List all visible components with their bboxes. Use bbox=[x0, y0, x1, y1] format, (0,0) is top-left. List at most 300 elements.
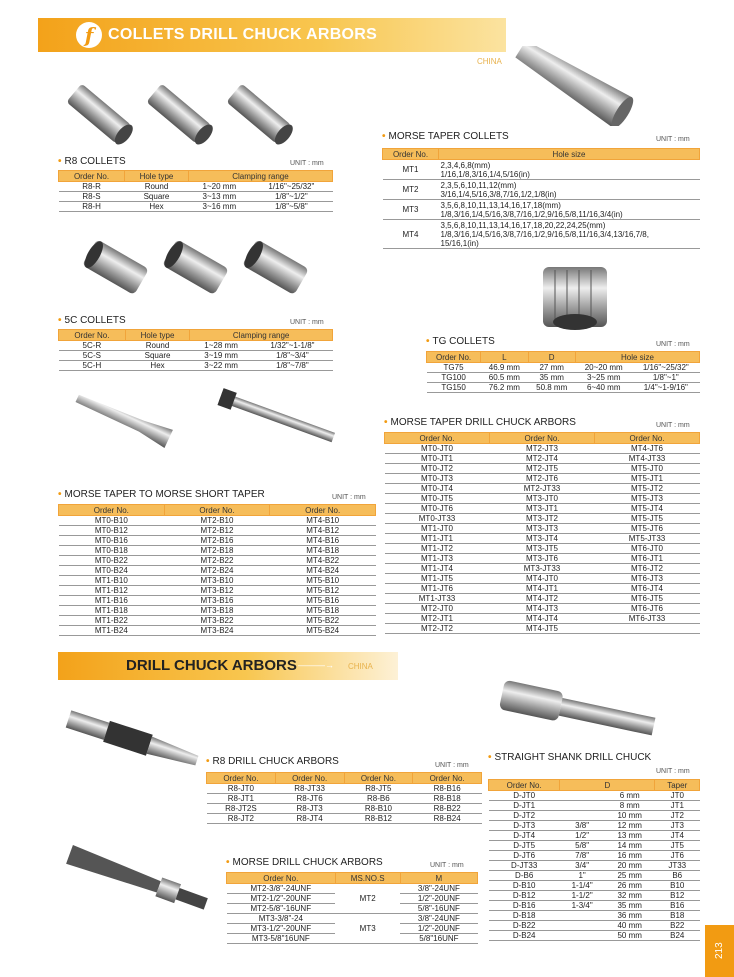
r8-collets-image bbox=[62, 72, 302, 160]
straight-shank-image bbox=[495, 672, 665, 752]
table-row: TG100 60.5 mm 35 mm 3~25 mm 1/8"~1" bbox=[427, 373, 700, 383]
table-cell: D-JT2 bbox=[489, 811, 560, 821]
table-cell: MT0-B24 bbox=[59, 566, 165, 576]
straight-shank-heading: • STRAIGHT SHANK DRILL CHUCK bbox=[488, 752, 652, 763]
table-row bbox=[385, 514, 700, 524]
table-cell: D-B16 bbox=[489, 901, 560, 911]
table-cell: 7/8" bbox=[560, 851, 605, 861]
table-row: MT3-1/2"-20UNF 1/2"-20UNF bbox=[227, 924, 478, 934]
table-header: L bbox=[481, 352, 528, 363]
table-cell: MT6-JT5 bbox=[595, 594, 700, 604]
table-row bbox=[489, 791, 700, 801]
table-cell: MT3-B24 bbox=[164, 626, 270, 636]
table-cell: MT1-B18 bbox=[59, 606, 165, 616]
table-row bbox=[385, 454, 700, 464]
table-cell: MT6-JT2 bbox=[595, 564, 700, 574]
table-cell: D-B12 bbox=[489, 891, 560, 901]
table-cell: D-B24 bbox=[489, 931, 560, 941]
table-cell: R8-B16 bbox=[413, 784, 482, 794]
table-header: Order No. bbox=[344, 773, 413, 784]
table-cell: MT1-JT2 bbox=[385, 544, 490, 554]
table-cell: MT4-JT33 bbox=[595, 454, 700, 464]
table-cell: MT3-JT3 bbox=[490, 524, 595, 534]
table-header: Clamping range bbox=[190, 330, 333, 341]
table-cell: B12 bbox=[655, 891, 700, 901]
table-row: R8-R Round 1~20 mm 1/16"~25/32" bbox=[59, 182, 333, 192]
table-cell: MT0-B18 bbox=[59, 546, 165, 556]
table-cell bbox=[560, 801, 605, 811]
table-header: Order No. bbox=[490, 433, 595, 444]
table-cell: 26 mm bbox=[604, 881, 655, 891]
table-cell: MT1-JT6 bbox=[385, 584, 490, 594]
5c-collets-heading: • 5C COLLETS bbox=[58, 315, 126, 326]
table-cell: MT2-JT0 bbox=[385, 604, 490, 614]
table-cell: D-B6 bbox=[489, 871, 560, 881]
table-row bbox=[489, 911, 700, 921]
table-cell: MT2-B24 bbox=[164, 566, 270, 576]
table-cell bbox=[560, 791, 605, 801]
table-cell: MT0-B10 bbox=[59, 516, 165, 526]
table-row bbox=[59, 576, 376, 586]
table-cell: MT4-JT4 bbox=[490, 614, 595, 624]
table-cell: D-B18 bbox=[489, 911, 560, 921]
table-cell: MT4-JT2 bbox=[490, 594, 595, 604]
table-header: Order No. bbox=[383, 149, 439, 160]
table-row bbox=[385, 594, 700, 604]
table-row bbox=[59, 536, 376, 546]
tg-collets-unit: UNIT : mm bbox=[656, 341, 690, 348]
table-cell: MT6-JT4 bbox=[595, 584, 700, 594]
table-cell: MT3-B22 bbox=[164, 616, 270, 626]
table-row: MT2-3/8"-24UNF MT2 3/8"-24UNF bbox=[227, 884, 478, 894]
table-cell: MT3-JT6 bbox=[490, 554, 595, 564]
table-cell: MT5-JT0 bbox=[595, 464, 700, 474]
mt-short-taper-image bbox=[70, 385, 370, 485]
table-cell: JT0 bbox=[655, 791, 700, 801]
table-row bbox=[207, 784, 482, 794]
table-row: MT2-5/8"-16UNF 5/8"-16UNF bbox=[227, 904, 478, 914]
table-cell: 3/8" bbox=[560, 821, 605, 831]
table-row bbox=[385, 444, 700, 454]
table-row: TG150 76.2 mm 50.8 mm 6~40 mm 1/4"~1-9/16" bbox=[427, 383, 700, 393]
table-cell: MT2-B10 bbox=[164, 516, 270, 526]
table-cell: MT0-JT33 bbox=[385, 514, 490, 524]
r8-drill-chuck-arbors-heading: • R8 DRILL CHUCK ARBORS bbox=[206, 756, 339, 767]
table-header: Order No. bbox=[164, 505, 270, 516]
table-cell: MT1-JT0 bbox=[385, 524, 490, 534]
table-cell: B24 bbox=[655, 931, 700, 941]
table-cell: MT6-JT0 bbox=[595, 544, 700, 554]
straight-shank-unit: UNIT : mm bbox=[656, 768, 690, 775]
table-cell: R8-B6 bbox=[344, 794, 413, 804]
table-row: MT1 2,3,4,6,8(mm) 1/16,1/8,3/16,1/4,5/16(in) bbox=[383, 160, 700, 180]
table-header: Order No. bbox=[413, 773, 482, 784]
drill-chuck-arbors-banner bbox=[58, 652, 398, 680]
table-cell bbox=[560, 921, 605, 931]
table-cell: MT5-JT33 bbox=[595, 534, 700, 544]
table-header: Order No. bbox=[275, 773, 344, 784]
table-cell: D-JT3 bbox=[489, 821, 560, 831]
table-cell: MT4-B10 bbox=[270, 516, 376, 526]
table-row bbox=[489, 801, 700, 811]
table-row bbox=[385, 464, 700, 474]
table-cell: R8-JT0 bbox=[207, 784, 276, 794]
table-cell: R8-JT2 bbox=[207, 814, 276, 824]
table-row bbox=[489, 891, 700, 901]
table-header: D bbox=[528, 352, 575, 363]
table-cell: MT5-JT5 bbox=[595, 514, 700, 524]
table-cell: MT2-B12 bbox=[164, 526, 270, 536]
table-row bbox=[385, 574, 700, 584]
tg-collets-heading: • TG COLLETS bbox=[426, 336, 495, 347]
table-cell: JT2 bbox=[655, 811, 700, 821]
table-cell: D-JT5 bbox=[489, 841, 560, 851]
table-cell: MT3-B10 bbox=[164, 576, 270, 586]
table-cell: MT0-B12 bbox=[59, 526, 165, 536]
table-header: Hole type bbox=[125, 330, 190, 341]
table-cell: 16 mm bbox=[604, 851, 655, 861]
table-row bbox=[489, 811, 700, 821]
table-header: Order No. bbox=[207, 773, 276, 784]
table-row: R8-H Hex 3~16 mm 1/8"~5/8" bbox=[59, 202, 333, 212]
arrow-icon: ———→ bbox=[298, 660, 334, 670]
table-cell: MT1-JT33 bbox=[385, 594, 490, 604]
table-cell bbox=[560, 811, 605, 821]
r8-collets-table bbox=[58, 170, 333, 212]
table-cell: MT1-B12 bbox=[59, 586, 165, 596]
table-cell: MT6-JT6 bbox=[595, 604, 700, 614]
morse-drill-chuck-arbors-table bbox=[226, 872, 478, 944]
5c-collets-table bbox=[58, 329, 333, 371]
table-row bbox=[489, 931, 700, 941]
r8-arbor-image bbox=[60, 700, 210, 780]
mt-short-taper-heading: • MORSE TAPER TO MORSE SHORT TAPER bbox=[58, 489, 265, 500]
table-row: R8-S Square 3~13 mm 1/8"~1/2" bbox=[59, 192, 333, 202]
table-cell: MT3-JT4 bbox=[490, 534, 595, 544]
table-cell: 40 mm bbox=[604, 921, 655, 931]
table-header: Order No. bbox=[270, 505, 376, 516]
table-cell: MT4-JT1 bbox=[490, 584, 595, 594]
table-cell: MT5-B12 bbox=[270, 586, 376, 596]
table-cell: B10 bbox=[655, 881, 700, 891]
table-cell: R8-B12 bbox=[344, 814, 413, 824]
table-cell: MT0-JT5 bbox=[385, 494, 490, 504]
table-row: MT3 3,5,6,8,10,11,13,14,16,17,18(mm) 1/8,3/16,1/4,5/16,3/8,7/16,1/2,9/16,5/8,11/16,3/4(in) bbox=[383, 200, 700, 220]
table-cell: 32 mm bbox=[604, 891, 655, 901]
table-cell: MT4-B12 bbox=[270, 526, 376, 536]
table-cell: 5/8" bbox=[560, 841, 605, 851]
table-cell: B22 bbox=[655, 921, 700, 931]
table-cell: MT2-JT33 bbox=[490, 484, 595, 494]
table-cell: 6 mm bbox=[604, 791, 655, 801]
mt-drill-chuck-arbors-unit: UNIT : mm bbox=[656, 422, 690, 429]
table-row: 5C-S Square 3~19 mm 1/8"~3/4" bbox=[59, 351, 333, 361]
table-cell: MT4-JT5 bbox=[490, 624, 595, 634]
table-cell: 14 mm bbox=[604, 841, 655, 851]
table-row: 5C-R Round 1~28 mm 1/32"~1-1/8" bbox=[59, 341, 333, 351]
r8-drill-chuck-arbors-table bbox=[206, 772, 482, 824]
table-header: M bbox=[400, 873, 477, 884]
table-header: Hole size bbox=[575, 352, 699, 363]
table-cell: MT5-JT6 bbox=[595, 524, 700, 534]
table-cell: B16 bbox=[655, 901, 700, 911]
table-cell: MT0-B22 bbox=[59, 556, 165, 566]
table-row: MT3-3/8"-24 MT3 3/8"-24UNF bbox=[227, 914, 478, 924]
table-row bbox=[59, 626, 376, 636]
table-cell: MT0-JT4 bbox=[385, 484, 490, 494]
table-row: MT4 3,5,6,8,10,11,13,14,16,17,18,20,22,24,25(mm) 1/8,3/16,1/4,5/16,3/8,7/16,1/2,9/16,5/8,11/16,3/4,13/16,7/8, 15/16,1(in) bbox=[383, 220, 700, 249]
table-cell bbox=[560, 931, 605, 941]
brand-logo: f bbox=[76, 22, 102, 48]
tg-collet-image bbox=[535, 262, 615, 337]
table-row bbox=[385, 554, 700, 564]
page-number: 213 bbox=[705, 925, 734, 977]
table-cell: MT0-B16 bbox=[59, 536, 165, 546]
table-cell: R8-B22 bbox=[413, 804, 482, 814]
table-row: TG75 46.9 mm 27 mm 20~20 mm 1/16"~25/32" bbox=[427, 363, 700, 373]
table-cell: MT1-B22 bbox=[59, 616, 165, 626]
table-cell: MT3-JT1 bbox=[490, 504, 595, 514]
morse-arbor-image bbox=[60, 840, 220, 920]
top-banner bbox=[38, 18, 506, 52]
table-cell: R8-B24 bbox=[413, 814, 482, 824]
table-cell: 20 mm bbox=[604, 861, 655, 871]
table-row bbox=[385, 564, 700, 574]
table-cell: R8-B10 bbox=[344, 804, 413, 814]
table-cell: MT3-JT0 bbox=[490, 494, 595, 504]
table-row bbox=[385, 474, 700, 484]
morse-taper-collet-image bbox=[510, 46, 650, 126]
table-cell: MT5-B18 bbox=[270, 606, 376, 616]
table-row bbox=[489, 841, 700, 851]
table-cell: D-JT0 bbox=[489, 791, 560, 801]
table-row: MT2-1/2"-20UNF 1/2"-20UNF bbox=[227, 894, 478, 904]
china-label: CHINA bbox=[348, 662, 373, 671]
table-cell: MT3-JT33 bbox=[490, 564, 595, 574]
table-cell: MT1-JT1 bbox=[385, 534, 490, 544]
table-header: Order No. bbox=[227, 873, 336, 884]
table-cell bbox=[560, 911, 605, 921]
table-cell: MT0-JT0 bbox=[385, 444, 490, 454]
mt-short-taper-unit: UNIT : mm bbox=[332, 494, 366, 501]
table-row bbox=[385, 494, 700, 504]
table-cell: MT2-JT3 bbox=[490, 444, 595, 454]
table-header: Order No. bbox=[595, 433, 700, 444]
table-cell: MT2-B22 bbox=[164, 556, 270, 566]
table-row bbox=[59, 546, 376, 556]
table-cell: 1/2" bbox=[560, 831, 605, 841]
table-cell: MT2-JT5 bbox=[490, 464, 595, 474]
table-header: Order No. bbox=[59, 330, 126, 341]
table-cell: MT5-B16 bbox=[270, 596, 376, 606]
table-cell: MT4-JT3 bbox=[490, 604, 595, 614]
table-row bbox=[59, 606, 376, 616]
table-cell: MT6-JT1 bbox=[595, 554, 700, 564]
tg-collets-table bbox=[426, 351, 700, 393]
table-cell: MT5-JT1 bbox=[595, 474, 700, 484]
table-cell: MT0-JT6 bbox=[385, 504, 490, 514]
table-cell: MT3-JT5 bbox=[490, 544, 595, 554]
table-cell: MT0-JT1 bbox=[385, 454, 490, 464]
table-cell: MT1-JT4 bbox=[385, 564, 490, 574]
table-row bbox=[59, 586, 376, 596]
table-row bbox=[385, 504, 700, 514]
table-cell: MT2-JT2 bbox=[385, 624, 490, 634]
table-cell: 12 mm bbox=[604, 821, 655, 831]
table-cell: JT3 bbox=[655, 821, 700, 831]
table-cell: 3/4" bbox=[560, 861, 605, 871]
table-header: Order No. bbox=[59, 505, 165, 516]
table-cell: 35 mm bbox=[604, 901, 655, 911]
table-cell: 8 mm bbox=[604, 801, 655, 811]
table-header: Taper bbox=[655, 780, 700, 791]
mt-drill-chuck-arbors-heading: • MORSE TAPER DRILL CHUCK ARBORS bbox=[384, 417, 576, 428]
table-row bbox=[489, 821, 700, 831]
table-row: MT2 2,3,5,6,10,11,12(mm) 3/16,1/4,5/16,3/8,7/16,1/2,1/8(in) bbox=[383, 180, 700, 200]
table-row: MT3-5/8"16UNF 5/8"16UNF bbox=[227, 934, 478, 944]
r8-drill-chuck-arbors-unit: UNIT : mm bbox=[435, 762, 469, 769]
table-cell: MT4-B16 bbox=[270, 536, 376, 546]
table-cell: MT5-B10 bbox=[270, 576, 376, 586]
table-row bbox=[489, 871, 700, 881]
table-cell: D-JT6 bbox=[489, 851, 560, 861]
table-header: Order No. bbox=[59, 171, 125, 182]
mt-short-taper-table bbox=[58, 504, 376, 636]
table-row bbox=[385, 614, 700, 624]
table-cell: MT4-B22 bbox=[270, 556, 376, 566]
r8-collets-unit: UNIT : mm bbox=[290, 160, 324, 167]
table-cell: MT4-B18 bbox=[270, 546, 376, 556]
table-cell: MT2-JT1 bbox=[385, 614, 490, 624]
5c-collets-image bbox=[80, 228, 320, 308]
table-cell: MT3-JT2 bbox=[490, 514, 595, 524]
table-row bbox=[207, 814, 482, 824]
table-cell: MT1-B10 bbox=[59, 576, 165, 586]
table-header: Hole size bbox=[439, 149, 700, 160]
table-cell: JT1 bbox=[655, 801, 700, 811]
table-header: Order No. bbox=[489, 780, 560, 791]
table-row bbox=[489, 901, 700, 911]
table-cell: MT3-B16 bbox=[164, 596, 270, 606]
straight-shank-table bbox=[488, 779, 700, 941]
table-cell: 1-1/4" bbox=[560, 881, 605, 891]
table-row bbox=[59, 566, 376, 576]
table-cell: 13 mm bbox=[604, 831, 655, 841]
table-cell: 1-3/4" bbox=[560, 901, 605, 911]
table-header: Order No. bbox=[427, 352, 481, 363]
table-row bbox=[59, 596, 376, 606]
page-title: COLLETS DRILL CHUCK ARBORS bbox=[108, 26, 378, 43]
table-cell: R8-JT33 bbox=[275, 784, 344, 794]
table-cell: R8-JT6 bbox=[275, 794, 344, 804]
table-header: Order No. bbox=[385, 433, 490, 444]
table-cell: 50 mm bbox=[604, 931, 655, 941]
table-cell: JT33 bbox=[655, 861, 700, 871]
table-row bbox=[59, 526, 376, 536]
table-row bbox=[59, 556, 376, 566]
table-cell: MT5-JT2 bbox=[595, 484, 700, 494]
table-row bbox=[489, 881, 700, 891]
table-row bbox=[385, 484, 700, 494]
table-cell: MT0-JT3 bbox=[385, 474, 490, 484]
morse-drill-chuck-arbors-heading: • MORSE DRILL CHUCK ARBORS bbox=[226, 857, 383, 868]
table-row bbox=[385, 604, 700, 614]
table-cell: D-B22 bbox=[489, 921, 560, 931]
table-header: D bbox=[560, 780, 655, 791]
table-row bbox=[59, 516, 376, 526]
table-cell: MT5-B24 bbox=[270, 626, 376, 636]
table-cell: MT4-B24 bbox=[270, 566, 376, 576]
table-row bbox=[385, 534, 700, 544]
morse-taper-collets-unit: UNIT : mm bbox=[656, 136, 690, 143]
table-cell: MT1-JT3 bbox=[385, 554, 490, 564]
morse-drill-chuck-arbors-unit: UNIT : mm bbox=[430, 862, 464, 869]
table-header: Hole type bbox=[125, 171, 189, 182]
table-cell bbox=[595, 624, 700, 634]
table-cell: MT3-B12 bbox=[164, 586, 270, 596]
table-cell: MT5-JT4 bbox=[595, 504, 700, 514]
table-cell: 10 mm bbox=[604, 811, 655, 821]
table-row: 5C-H Hex 3~22 mm 1/8"~7/8" bbox=[59, 361, 333, 371]
table-row bbox=[385, 624, 700, 634]
table-cell: JT4 bbox=[655, 831, 700, 841]
table-row bbox=[489, 861, 700, 871]
table-cell: 1" bbox=[560, 871, 605, 881]
table-cell: B6 bbox=[655, 871, 700, 881]
morse-taper-collets-heading: • MORSE TAPER COLLETS bbox=[382, 131, 509, 142]
table-cell: R8-JT2S bbox=[207, 804, 276, 814]
table-cell: JT5 bbox=[655, 841, 700, 851]
table-row bbox=[385, 524, 700, 534]
table-cell: MT4-JT0 bbox=[490, 574, 595, 584]
table-row bbox=[207, 794, 482, 804]
table-cell: MT1-B16 bbox=[59, 596, 165, 606]
table-cell: MT5-B22 bbox=[270, 616, 376, 626]
table-cell: MT2-B16 bbox=[164, 536, 270, 546]
5c-collets-unit: UNIT : mm bbox=[290, 319, 324, 326]
table-cell: R8-JT3 bbox=[275, 804, 344, 814]
table-cell: MT4-JT6 bbox=[595, 444, 700, 454]
table-cell: R8-JT4 bbox=[275, 814, 344, 824]
table-row bbox=[385, 584, 700, 594]
morse-taper-collets-table bbox=[382, 148, 700, 249]
table-cell: MT6-JT33 bbox=[595, 614, 700, 624]
china-label: CHINA bbox=[477, 57, 502, 66]
table-row bbox=[489, 831, 700, 841]
mt-drill-chuck-arbors-table bbox=[384, 432, 700, 634]
table-cell: D-JT33 bbox=[489, 861, 560, 871]
table-cell: JT6 bbox=[655, 851, 700, 861]
table-cell: MT1-JT5 bbox=[385, 574, 490, 584]
section-title: DRILL CHUCK ARBORS bbox=[126, 657, 297, 674]
table-cell: 36 mm bbox=[604, 911, 655, 921]
table-cell: MT3-B18 bbox=[164, 606, 270, 616]
table-header: MS.NO.S bbox=[335, 873, 400, 884]
table-cell: MT2-JT6 bbox=[490, 474, 595, 484]
table-cell: R8-JT5 bbox=[344, 784, 413, 794]
r8-collets-heading: • R8 COLLETS bbox=[58, 156, 126, 167]
table-cell: 25 mm bbox=[604, 871, 655, 881]
table-cell: 1-1/2" bbox=[560, 891, 605, 901]
table-cell: MT6-JT3 bbox=[595, 574, 700, 584]
table-cell: MT5-JT3 bbox=[595, 494, 700, 504]
table-cell: MT2-JT4 bbox=[490, 454, 595, 464]
table-cell: R8-JT1 bbox=[207, 794, 276, 804]
table-row bbox=[385, 544, 700, 554]
table-cell: D-JT1 bbox=[489, 801, 560, 811]
table-cell: MT0-JT2 bbox=[385, 464, 490, 474]
table-cell: MT1-B24 bbox=[59, 626, 165, 636]
